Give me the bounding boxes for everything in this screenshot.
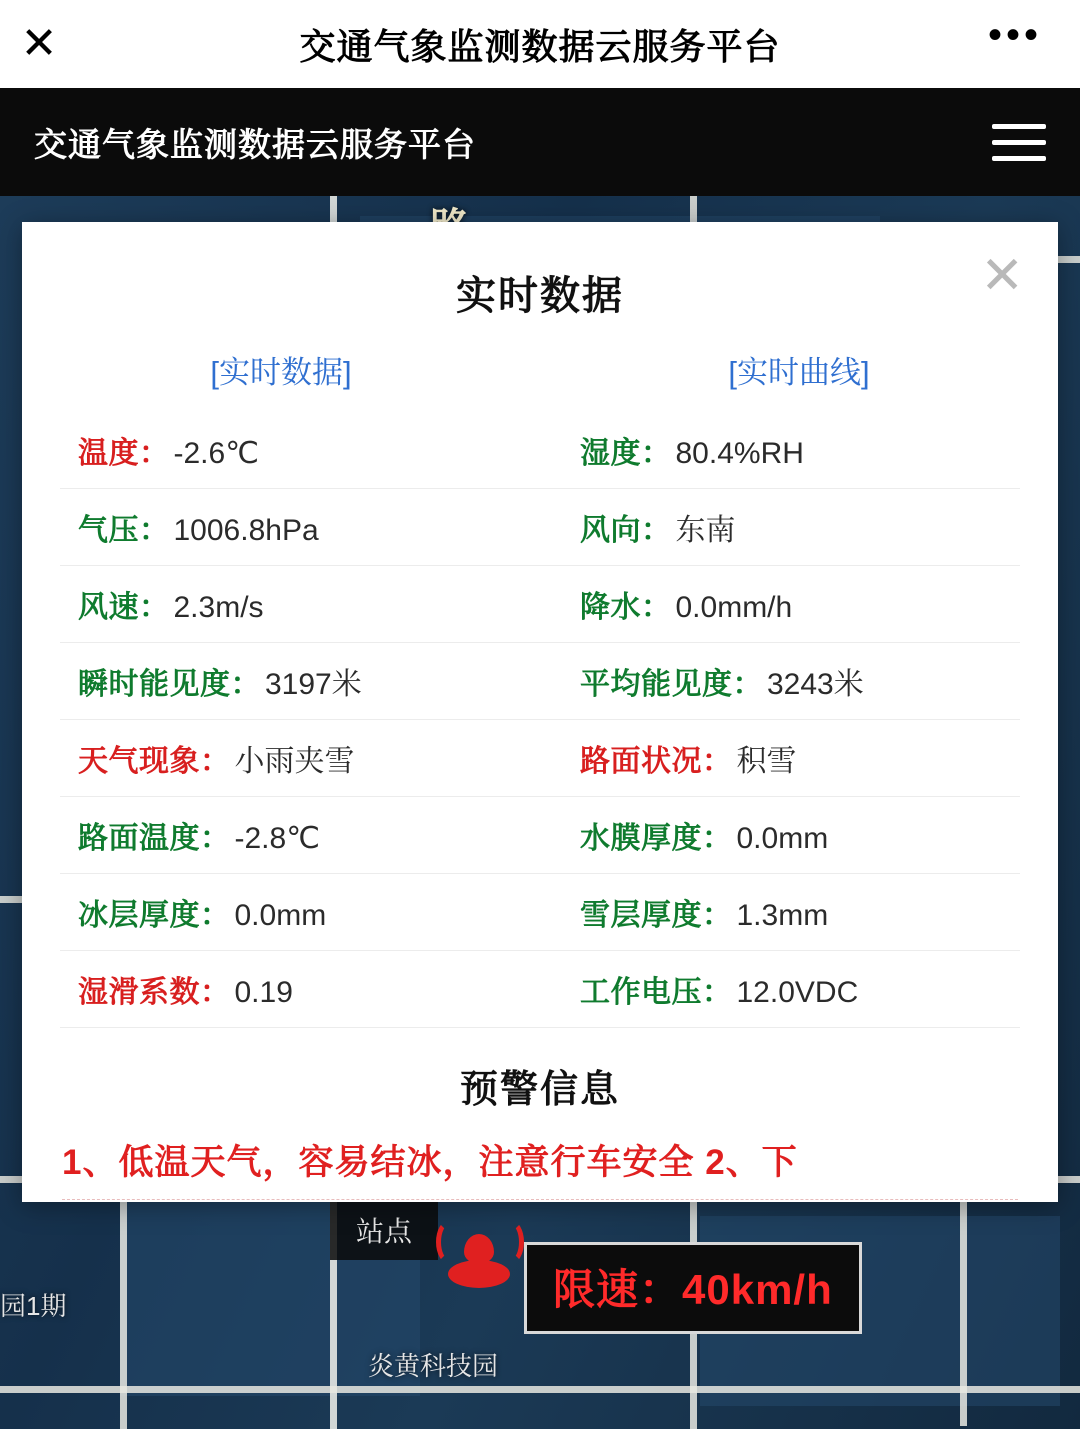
- data-cell: [60, 797, 562, 874]
- station-marker-icon[interactable]: [440, 1216, 520, 1302]
- field-value: 小雨夹雪: [234, 745, 355, 778]
- table-row: [60, 412, 1020, 489]
- field-sep: ：: [702, 976, 733, 1009]
- page-title: 交通气象监测数据云服务平台: [299, 25, 781, 67]
- field-value: 0.19: [234, 976, 293, 1009]
- field-sep: ：: [139, 514, 170, 547]
- field-sep: ：: [200, 822, 231, 855]
- data-cell: [60, 874, 562, 951]
- tab-realtime-data[interactable]: [实时数据]: [210, 355, 352, 390]
- speed-limit-badge: 限速：40km/h: [524, 1242, 862, 1334]
- field-sep: ：: [139, 437, 170, 470]
- field-value: 0.0mm/h: [675, 591, 793, 624]
- app-header: [0, 88, 1080, 196]
- field-label: 冰层厚度: [78, 899, 200, 932]
- field-label: 路面状况: [580, 745, 702, 778]
- data-cell: [562, 412, 1020, 489]
- field-sep: ：: [702, 745, 733, 778]
- field-value: 3197米: [265, 668, 362, 701]
- field-label: 湿滑系数: [78, 976, 200, 1009]
- dialog-close-icon[interactable]: ✕: [980, 247, 1024, 305]
- warning-message: 1、低温天气，容易结冰，注意行车安全 2、下: [62, 1135, 1018, 1200]
- field-label: 温度: [78, 437, 139, 470]
- map-label: 炎黄科技园: [368, 1351, 499, 1381]
- hamburger-icon[interactable]: [992, 124, 1046, 161]
- table-row: [60, 797, 1020, 874]
- table-row: [60, 643, 1020, 720]
- field-value: 0.0mm: [736, 822, 829, 855]
- realtime-data-table: [60, 412, 1020, 1028]
- field-sep: ：: [702, 899, 733, 932]
- field-label: 雪层厚度: [580, 899, 702, 932]
- app-title: 交通气象监测数据云服务平台: [34, 125, 476, 163]
- marker-wave: [498, 1220, 524, 1264]
- data-cell: [60, 643, 562, 720]
- data-cell: [60, 489, 562, 566]
- more-options-icon[interactable]: •••: [987, 13, 1042, 57]
- field-value: 12.0VDC: [736, 976, 859, 1009]
- hamburger-line: [992, 140, 1046, 145]
- field-label: 天气现象: [78, 745, 200, 778]
- data-cell: [60, 566, 562, 643]
- warning-section-title: 预警信息: [459, 1069, 620, 1111]
- field-sep: ：: [641, 437, 672, 470]
- data-cell: [562, 874, 1020, 951]
- field-label: 风向: [580, 514, 641, 547]
- data-cell: [60, 412, 562, 489]
- marker-wave: [436, 1220, 462, 1264]
- site-label: 站点: [330, 1200, 438, 1260]
- marker-base: [448, 1260, 510, 1288]
- field-value: 积雪: [736, 745, 797, 778]
- field-value: 0.0mm: [234, 899, 327, 932]
- field-value: 2.3m/s: [173, 591, 264, 624]
- data-cell: [562, 720, 1020, 797]
- field-label: 降水: [580, 591, 641, 624]
- field-label: 平均能见度: [580, 668, 733, 701]
- data-cell: [60, 951, 562, 1028]
- browser-top-bar: [0, 0, 1080, 88]
- data-cell: [562, 566, 1020, 643]
- field-label: 风速: [78, 591, 139, 624]
- table-row: [60, 874, 1020, 951]
- field-value: -2.6℃: [173, 437, 259, 470]
- tab-realtime-curve[interactable]: [实时曲线]: [728, 355, 870, 390]
- hamburger-line: [992, 156, 1046, 161]
- data-cell: [562, 643, 1020, 720]
- table-row: [60, 951, 1020, 1028]
- field-sep: ：: [641, 591, 672, 624]
- field-sep: ：: [200, 745, 231, 778]
- field-sep: ：: [200, 976, 231, 1009]
- field-label: 水膜厚度: [580, 822, 702, 855]
- field-value: 东南: [675, 514, 736, 547]
- realtime-data-dialog: [22, 222, 1058, 1202]
- field-label: 湿度: [580, 437, 641, 470]
- field-value: 1.3mm: [736, 899, 829, 932]
- table-row: [60, 566, 1020, 643]
- data-cell: [562, 951, 1020, 1028]
- table-row: [60, 489, 1020, 566]
- dialog-tabs: [22, 321, 1058, 402]
- data-cell: [562, 797, 1020, 874]
- field-value: 80.4%RH: [675, 437, 804, 470]
- field-sep: ：: [230, 668, 261, 701]
- map-label: 园1期: [0, 1291, 67, 1321]
- field-label: 气压: [78, 514, 139, 547]
- field-label: 工作电压: [580, 976, 702, 1009]
- field-label: 瞬时能见度: [78, 668, 231, 701]
- field-sep: ：: [641, 514, 672, 547]
- data-cell: [562, 489, 1020, 566]
- close-icon[interactable]: ✕: [20, 19, 58, 68]
- field-sep: ：: [732, 668, 763, 701]
- field-sep: ：: [702, 822, 733, 855]
- field-value: 3243米: [767, 668, 864, 701]
- field-sep: ：: [139, 591, 170, 624]
- field-sep: ：: [200, 899, 231, 932]
- map-road: [0, 1386, 1080, 1393]
- field-label: 路面温度: [78, 822, 200, 855]
- field-value: -2.8℃: [234, 822, 320, 855]
- field-value: 1006.8hPa: [173, 514, 319, 547]
- dialog-title: 实时数据: [456, 274, 624, 318]
- data-cell: [60, 720, 562, 797]
- table-row: [60, 720, 1020, 797]
- hamburger-line: [992, 124, 1046, 129]
